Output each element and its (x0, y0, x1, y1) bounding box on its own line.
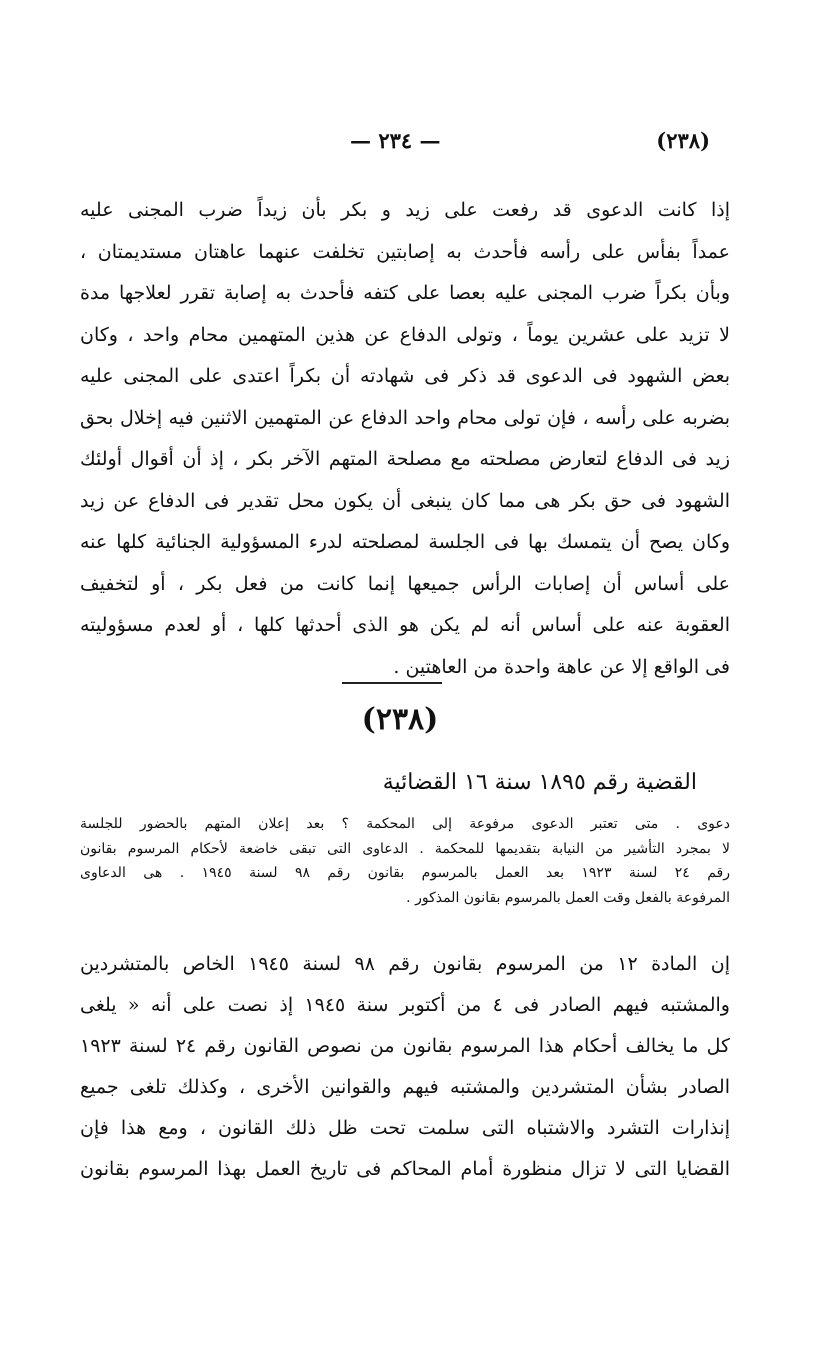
text-line: وكان يصح أن يتمسك بها فى الجلسة لمصلحته لدرء المسؤولية الجنائية كلها عنه (80, 531, 730, 553)
headnote-line: دعوى . متى تعتبر الدعوى مرفوعة إلى المحكمة ؟ بعد إعلان المتهم بالحضور للجلسة (80, 816, 730, 832)
running-case-number: (٢٣٨) (656, 128, 710, 153)
text-line: إن المادة ١٢ من المرسوم بقانون رقم ٩٨ لسنة ١٩٤٥ الخاص بالمتشردين (80, 953, 730, 975)
text-line: العقوبة عنه على أساس أنه لم يكن هو الذى أحدثها كلها ، أو لعدم مسؤوليته (80, 614, 730, 636)
page-header (80, 126, 710, 162)
text-line: إنذارات التشرد والاشتباه التى سلمت تحت ظل ذلك القانون ، ومع هذا فإن (80, 1117, 730, 1139)
headnote-line: لا بمجرد التأشير من النيابة بتقديمها للمحكمة . الدعاوى التى تبقى خاضعة لأحكام المرسوم بقانون (80, 840, 730, 857)
text-line: الشهود فى حق بكر هى مما كان ينبغى أن يكون محل تقدير فى الدفاع عن زيد (80, 489, 730, 512)
text-line: وبأن بكراً ضرب المجنى عليه بعصا على كتفه فأحدث به إصابة تقرر لعلاجها مدة (80, 282, 730, 304)
text-line: لا تزيد على عشرين يوماً ، وتولى الدفاع عن هذين المتهمين محام واحد ، وكان (80, 323, 730, 346)
text-line: الصادر بشأن المتشردين والمشتبه فيهم والقوانين الأخرى ، وكذلك تلغى جميع (80, 1076, 730, 1098)
section-divider (342, 682, 442, 684)
text-line: زيد فى الدفاع لتعارض مصلحته مع مصلحة المتهم الآخر بكر ، إذ أن أقوال أولئك (80, 448, 730, 470)
ruling-paragraph-2 (80, 944, 730, 1190)
headnote (80, 812, 730, 910)
page-number: — ٢٣٤ — (350, 128, 441, 153)
headnote-line: رقم ٢٤ لسنة ١٩٢٣ بعد العمل بالمرسوم بقانون رقم ٩٨ لسنة ١٩٤٥ . هى الدعاوى (80, 865, 730, 881)
text-line: على أساس أن إصابات الرأس جميعها إنما كانت من فعل بكر ، أو لتخفيف (80, 572, 730, 595)
text-line: عمداً بفأس على رأسه فأحدث به إصابتين تخلفت عنهما عاهتان مستديمتان ، (80, 240, 730, 263)
text-line: بعض الشهود فى الدعوى قد ذكر فى شهادته أن بكراً اعتدى على المجنى عليه (80, 365, 730, 387)
text-line: بضربه على رأسه ، فإن تولى محام واحد الدفاع عن المتهمين الاثنين فيه إخلال بحق (80, 406, 730, 429)
case-number-heading: (٢٣٨) (361, 702, 439, 737)
case-title: القضية رقم ١٨٩٥ سنة ١٦ القضائية (382, 770, 697, 795)
text-line: إذا كانت الدعوى قد رفعت على زيد و بكر بأن زيداً ضرب المجنى عليه (80, 199, 730, 221)
text-line: والمشتبه فيهم الصادر فى ٤ من أكتوبر سنة ١٩٤٥ إذ نصت على أنه « يلغى (80, 994, 730, 1016)
ruling-paragraph-1 (80, 190, 730, 688)
text-line: كل ما يخالف أحكام هذا المرسوم بقانون من نصوص القانون رقم ٢٤ لسنة ١٩٢٣ (80, 1035, 730, 1057)
text-line: القضايا التى لا تزال منظورة أمام المحاكم فى تاريخ العمل بهذا المرسوم بقانون (80, 1158, 730, 1180)
headnote-line: المرفوعة بالفعل وقت العمل بالمرسوم بقانون المذكور . (406, 889, 730, 906)
text-line: فى الواقع إلا عن عاهة واحدة من العاهتين . (393, 655, 730, 678)
